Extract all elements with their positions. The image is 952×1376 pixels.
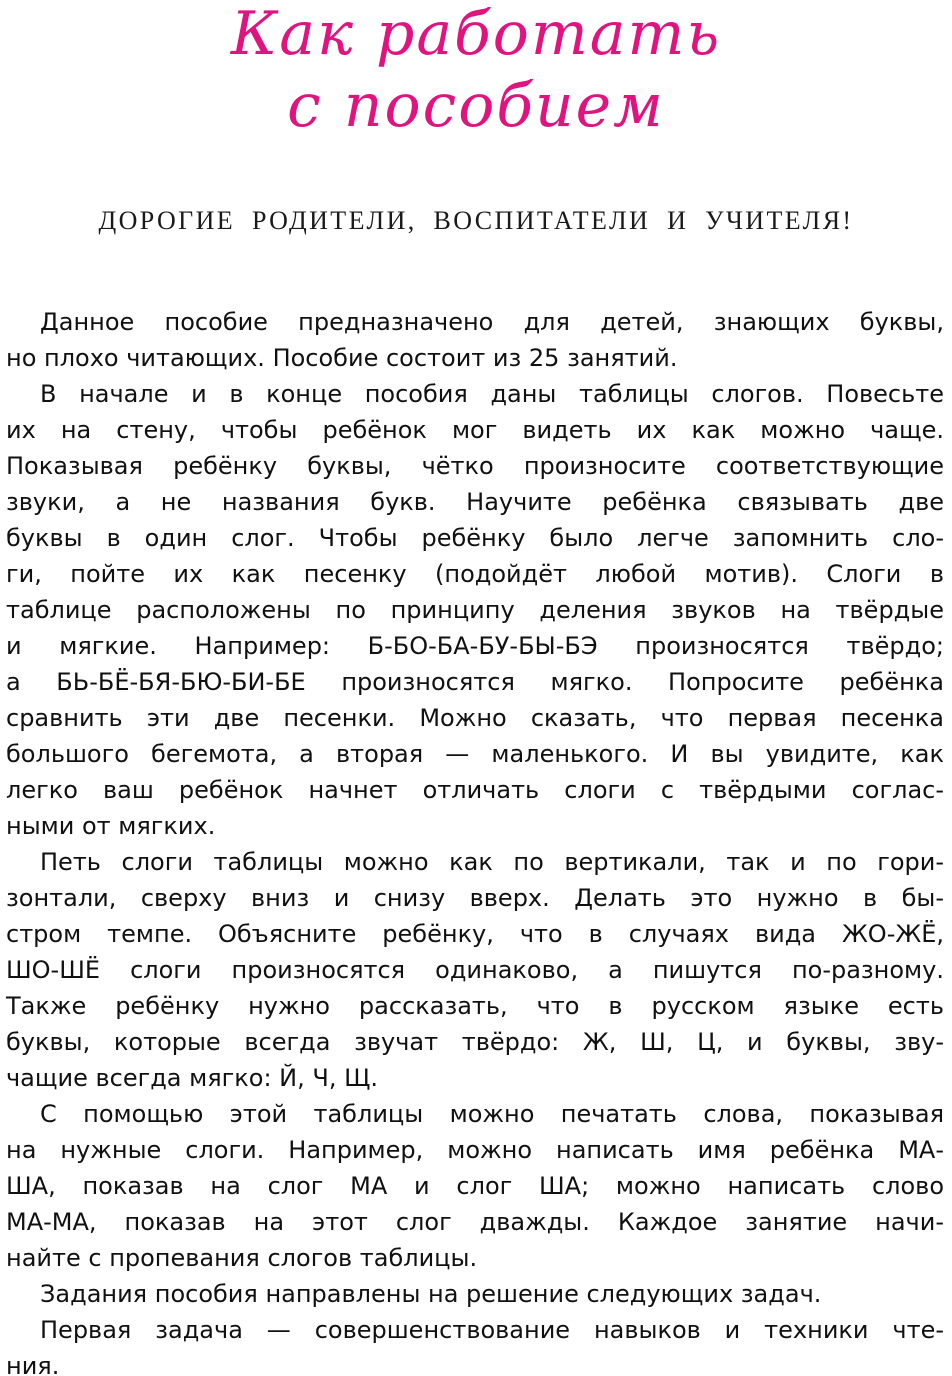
text-line: Данное пособие предназначено для детей, знающих буквы,	[40, 308, 944, 336]
page-title-line-1: Как работать	[230, 0, 722, 69]
text-line: легко ваш ребёнок начнет отличать слоги с твёрдыми соглас-	[6, 776, 944, 804]
text-line: буквы, которые всегда звучат твёрдо: Ж, Ш, Ц, и буквы, зву-	[6, 1028, 944, 1056]
text-line: Также ребёнку нужно рассказать, что в русском языке есть	[6, 992, 944, 1020]
text-line: буквы в один слог. Чтобы ребёнку было легче запомнить сло-	[6, 524, 944, 552]
text-line: зонтали, сверху вниз и снизу вверх. Делать это нужно в бы-	[6, 884, 944, 912]
text-line: найте с пропевания слогов таблицы.	[6, 1244, 478, 1272]
text-line: ША, показав на слог МА и слог ША; можно написать слово	[6, 1172, 944, 1200]
text-line: их на стену, чтобы ребёнок мог видеть их как можно чаще.	[6, 416, 944, 444]
text-line: Показывая ребёнку буквы, чётко произносите соответствующие	[6, 452, 944, 480]
text-line: на нужные слоги. Например, можно написать имя ребёнка МА-	[6, 1136, 944, 1164]
page-title-line-2: с пособием	[287, 71, 665, 141]
salutation-heading: ДОРОГИЕ РОДИТЕЛИ, ВОСПИТАТЕЛИ И УЧИТЕЛЯ!	[98, 206, 854, 235]
text-line: С помощью этой таблицы можно печатать слова, показывая	[40, 1100, 944, 1128]
text-line: ги, пойте их как песенку (подойдёт любой мотив). Слоги в	[6, 560, 944, 588]
text-line: чащие всегда мягко: Й, Ч, Щ.	[6, 1064, 378, 1092]
text-line: таблице расположены по принципу деления звуков на твёрдые	[6, 596, 944, 624]
text-line: сравнить эти две песенки. Можно сказать, что первая песенка	[6, 704, 944, 732]
text-line: а БЬ-БЁ-БЯ-БЮ-БИ-БЕ произносятся мягко. Попросите ребёнка	[6, 668, 944, 696]
text-line: В начале и в конце пособия даны таблицы слогов. Повесьте	[40, 380, 944, 408]
text-line: звуки, а не названия букв. Научите ребёнка связывать две	[6, 488, 944, 516]
text-line: ШО-ШЁ слоги произносятся одинаково, а пишутся по-разному.	[6, 956, 944, 984]
text-line: и мягкие. Например: Б-БО-БА-БУ-БЫ-БЭ произносятся твёрдо;	[6, 632, 944, 660]
text-line: стром темпе. Объясните ребёнку, что в случаях вида ЖО-ЖЁ,	[6, 920, 944, 948]
text-line: большого бегемота, а вторая — маленького. И вы увидите, как	[6, 740, 944, 768]
body-text	[6, 304, 944, 1376]
text-line: ными от мягких.	[6, 812, 216, 840]
text-line: Первая задача — совершенствование навыков и техники чте-	[40, 1316, 944, 1344]
text-line: Петь слоги таблицы можно как по вертикали, так и по гори-	[40, 848, 944, 876]
text-line: но плохо читающих. Пособие состоит из 25 занятий.	[6, 344, 678, 372]
text-line: ния.	[6, 1352, 60, 1376]
text-line: Задания пособия направлены на решение следующих задач.	[40, 1280, 822, 1308]
text-line: МА-МА, показав на этот слог дважды. Каждое занятие начи-	[6, 1208, 944, 1236]
